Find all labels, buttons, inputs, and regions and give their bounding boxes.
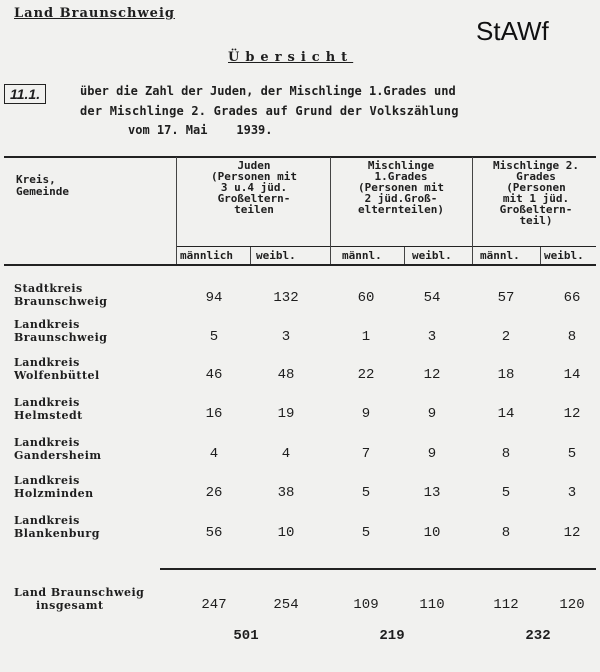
cell-misch2-female: 12: [563, 525, 581, 541]
row-label-line1: Landkreis: [14, 396, 80, 409]
cell-misch2-male: 18: [497, 367, 515, 383]
total-misch1-female: 110: [419, 597, 445, 613]
cell-misch2-male: 2: [501, 329, 511, 345]
subtitle-line-2: der Mischlinge 2. Grades auf Grund der Volkszählung: [80, 104, 459, 118]
cell-misch2-male: 57: [497, 290, 515, 306]
document-title: Übersicht: [228, 50, 354, 65]
subtitle-line-1: über die Zahl der Juden, der Mischlinge 1.Grades und: [80, 84, 456, 98]
table-top-rule: [4, 156, 596, 158]
cell-misch1-female: 9: [427, 446, 437, 462]
row-label-line2: Blankenburg: [14, 527, 100, 540]
cell-misch2-female: 12: [563, 406, 581, 422]
row-header-kreis: Kreis, Gemeinde: [16, 173, 69, 198]
cell-juden-male: 5: [209, 329, 219, 345]
row-label-line2: Wolfenbüttel: [14, 369, 100, 382]
cell-juden-female: 38: [277, 485, 295, 501]
row-label-line1: Stadtkreis: [14, 282, 83, 295]
cell-juden-female: 19: [277, 406, 295, 422]
cell-misch1-male: 7: [361, 446, 371, 462]
group-header-mischlinge-1: Mischlinge 1.Grades (Personen mit 2 jüd.Groß- elternteilen): [357, 159, 445, 216]
cell-misch1-female: 10: [423, 525, 441, 541]
cell-juden-male: 56: [205, 525, 223, 541]
cell-juden-male: 94: [205, 290, 223, 306]
total-separator-rule: [160, 568, 596, 570]
row-label-line2: Braunschweig: [14, 295, 108, 308]
row-label-line2: Helmstedt: [14, 409, 83, 422]
cell-misch2-female: 66: [563, 290, 581, 306]
group-total-misch2: 232: [525, 628, 551, 644]
cell-juden-female: 48: [277, 367, 295, 383]
cell-misch1-male: 60: [357, 290, 375, 306]
subheader-misch1-male: männl.: [342, 249, 382, 262]
cell-juden-male: 46: [205, 367, 223, 383]
subcolumn-divider-1: [250, 247, 251, 264]
row-label-line2: Braunschweig: [14, 331, 108, 344]
subcolumn-divider-2: [404, 247, 405, 264]
row-label-line1: Landkreis: [14, 318, 80, 331]
subheader-top-rule: [176, 246, 596, 247]
group-header-juden: Juden (Personen mit 3 u.4 jüd. Großeltern- teilen: [210, 159, 298, 216]
cell-juden-female: 4: [281, 446, 291, 462]
cell-misch1-female: 3: [427, 329, 437, 345]
row-label-line1: Landkreis: [14, 436, 80, 449]
cell-misch2-male: 5: [501, 485, 511, 501]
cell-misch2-male: 8: [501, 525, 511, 541]
cell-misch2-female: 8: [567, 329, 577, 345]
subheader-juden-male: männlich: [180, 249, 233, 262]
cell-juden-female: 10: [277, 525, 295, 541]
archive-mark: StAWf: [476, 16, 549, 46]
cell-misch1-male: 22: [357, 367, 375, 383]
cell-misch2-female: 5: [567, 446, 577, 462]
group-header-mischlinge-2: Mischlinge 2. Grades (Personen mit 1 jüd. Großeltern- teil): [492, 159, 580, 227]
cell-misch1-male: 1: [361, 329, 371, 345]
group-total-misch1: 219: [379, 628, 405, 644]
row-label-line1: Landkreis: [14, 514, 80, 527]
header-bottom-rule: [4, 264, 596, 266]
row-label-line2: Gandersheim: [14, 449, 102, 462]
cell-misch1-female: 9: [427, 406, 437, 422]
cell-misch1-female: 54: [423, 290, 441, 306]
subheader-misch2-female: weibl.: [544, 249, 584, 262]
cell-juden-male: 26: [205, 485, 223, 501]
total-misch1-male: 109: [353, 597, 379, 613]
cell-misch1-female: 13: [423, 485, 441, 501]
document-header: Land Braunschweig: [14, 6, 175, 21]
cell-misch1-male: 9: [361, 406, 371, 422]
cell-misch1-male: 5: [361, 525, 371, 541]
cell-juden-male: 16: [205, 406, 223, 422]
row-label-line1: Landkreis: [14, 356, 80, 369]
cell-misch2-male: 8: [501, 446, 511, 462]
total-juden-female: 254: [273, 597, 299, 613]
cell-misch1-male: 5: [361, 485, 371, 501]
cell-misch1-female: 12: [423, 367, 441, 383]
total-juden-male: 247: [201, 597, 227, 613]
total-label-line2: insgesamt: [36, 599, 104, 612]
total-label-line1: Land Braunschweig: [14, 586, 145, 599]
subheader-misch1-female: weibl.: [412, 249, 452, 262]
column-divider-1: [176, 157, 177, 264]
cell-juden-male: 4: [209, 446, 219, 462]
group-total-juden: 501: [233, 628, 259, 644]
cell-misch2-female: 3: [567, 485, 577, 501]
reference-number: 11.1.: [4, 84, 46, 104]
cell-juden-female: 132: [273, 290, 299, 306]
row-label-line2: Holzminden: [14, 487, 94, 500]
subheader-juden-female: weibl.: [256, 249, 296, 262]
cell-misch2-male: 14: [497, 406, 515, 422]
subcolumn-divider-3: [540, 247, 541, 264]
subtitle-line-3: vom 17. Mai 1939.: [128, 123, 273, 137]
total-misch2-female: 120: [559, 597, 585, 613]
column-divider-2: [330, 157, 331, 264]
cell-misch2-female: 14: [563, 367, 581, 383]
row-label-line1: Landkreis: [14, 474, 80, 487]
subheader-misch2-male: männl.: [480, 249, 520, 262]
cell-juden-female: 3: [281, 329, 291, 345]
total-misch2-male: 112: [493, 597, 519, 613]
column-divider-3: [472, 157, 473, 264]
